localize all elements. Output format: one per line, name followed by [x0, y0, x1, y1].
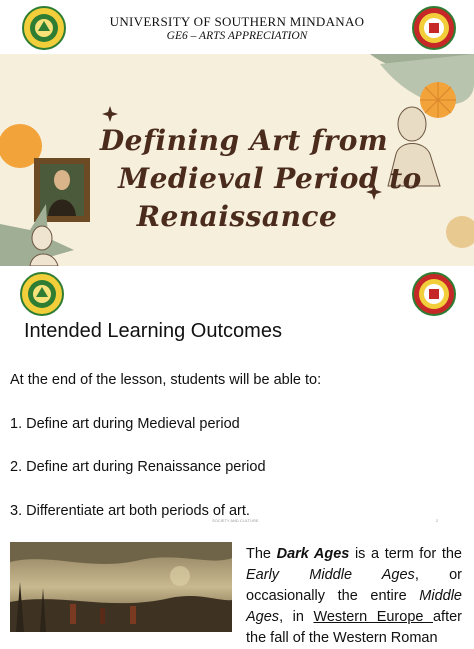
learning-outcomes-slide	[0, 266, 474, 536]
outcome-item: 3. Differentiate art both periods of art.	[10, 503, 250, 519]
para-early-middle-ages: Early Middle Ages	[246, 567, 415, 583]
slide-heading: Intended Learning Outcomes	[24, 320, 282, 342]
slide-footer-text: SOCIETY AND CULTURE	[212, 518, 259, 523]
medieval-painting-image	[10, 542, 232, 632]
para-dark-ages: Dark Ages	[276, 546, 350, 562]
university-name: UNIVERSITY OF SOUTHERN MINDANAO	[109, 14, 365, 29]
title-slide	[0, 0, 474, 266]
para-text: The	[246, 546, 277, 562]
title-line-1: Defining Art from	[99, 124, 389, 157]
title-line-3: Renaissance	[136, 200, 338, 233]
decorative-art-illustration	[0, 54, 474, 266]
course-name: GE6 – ARTS APPRECIATION	[166, 30, 308, 42]
outcome-item: 2. Define art during Renaissance period	[10, 459, 266, 475]
para-text: , in	[279, 609, 314, 625]
title-banner	[0, 54, 474, 266]
para-middle-ages: Middle Ages	[246, 588, 462, 625]
usm-seal-left-icon	[20, 272, 64, 316]
western-europe-link[interactable]: Western Europe	[313, 609, 433, 625]
college-seal-right-icon	[412, 272, 456, 316]
para-text: after the fall of the Western Roman	[246, 609, 462, 646]
para-text: , or occasionally the entire	[246, 567, 463, 604]
outcomes-intro: At the end of the lesson, students will be able to:	[10, 372, 322, 388]
title-line-2: Medieval Period to	[118, 162, 422, 195]
slide-page-number: 2	[436, 518, 439, 523]
outcome-item: 1. Define art during Medieval period	[10, 416, 240, 432]
dark-ages-slide	[0, 536, 474, 646]
dark-ages-paragraph	[246, 544, 462, 649]
para-text: is a term for the	[349, 546, 462, 562]
